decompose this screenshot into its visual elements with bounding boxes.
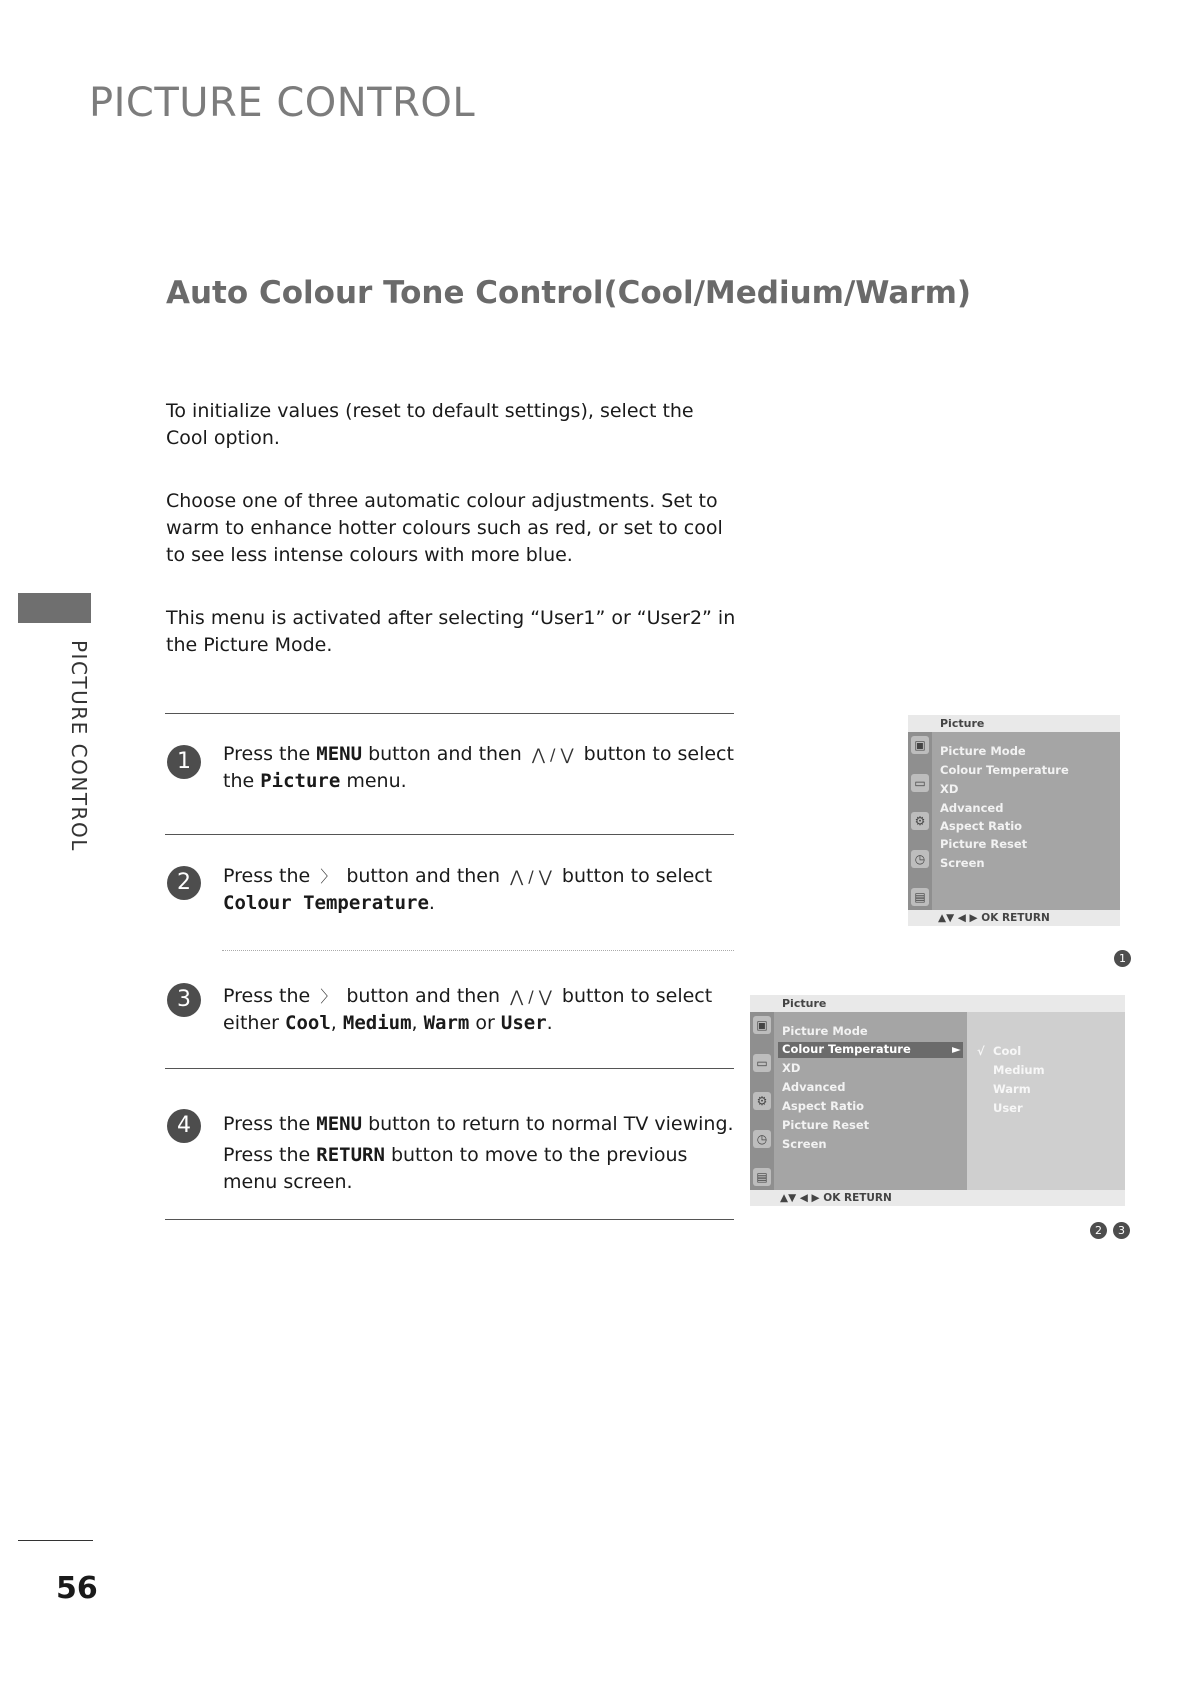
osd-item[interactable]: Advanced [940,801,1004,815]
osd-item[interactable]: Picture Mode [940,744,1026,758]
menu-key: MENU [316,1113,363,1135]
osd-item-selected[interactable]: Colour Temperature [782,1042,911,1056]
up-down-arrows-icon: ⋀ / ⋁ [510,987,552,1006]
osd-item[interactable]: Screen [782,1137,827,1151]
return-key: RETURN [316,1144,385,1166]
osd-item[interactable]: Advanced [782,1080,846,1094]
step-number-4: 4 [167,1109,201,1143]
divider [165,713,734,714]
up-down-arrows-icon: ⋀ / ⋁ [531,745,574,764]
section-title: PICTURE CONTROL [89,80,476,126]
osd-item[interactable]: Aspect Ratio [782,1099,865,1113]
osd-footer: ▲▼ ◀ ▶ OK RETURN [750,1190,1125,1206]
osd-footer: ▲▼ ◀ ▶ OK RETURN [908,910,1120,926]
page-number-rule [18,1540,93,1541]
step-number-1: 1 [167,745,201,779]
osd-icon-column [750,1012,774,1190]
lock-icon: ▤ [911,888,929,906]
picture-icon: ▣ [911,736,929,754]
dotted-divider [222,950,734,951]
gear-icon: ⚙ [911,812,929,830]
right-arrow-icon: 〉 [320,867,337,886]
menu-key: MENU [316,743,363,765]
osd-picture-menu [908,715,1120,926]
osd-colour-temperature-menu [750,995,1125,1206]
osd-icon-column [908,732,932,910]
page-subtitle: Auto Colour Tone Control(Cool/Medium/Warm) [166,275,972,311]
submenu-option[interactable]: Warm [993,1082,1031,1096]
osd-submenu [967,1012,1125,1190]
intro-paragraph-3: This menu is activated after selecting “User1” or “User2” in the Picture Mode. [166,607,736,656]
submenu-option[interactable]: User [993,1101,1023,1115]
callout-badge-3: 3 [1113,1222,1130,1239]
callout-badge-1: 1 [1114,950,1131,967]
up-down-arrows-icon: ⋀ / ⋁ [510,867,552,886]
osd-item[interactable]: XD [782,1061,801,1075]
intro-paragraph-1: To initialize values (reset to default settings), select the Cool option. [166,400,694,449]
callout-badge-2: 2 [1090,1222,1107,1239]
step-1-text: Press the MENU button and then ⋀ / ⋁ button to select the Picture menu. [223,743,734,792]
clock-icon: ◷ [911,850,929,868]
screen-icon: ▭ [753,1054,771,1072]
check-icon: √ [977,1044,985,1058]
submenu-option[interactable]: Medium [993,1063,1045,1077]
intro-paragraph-2: Choose one of three automatic colour adjustments. Set to warm to enhance hotter colours such as red, or set to cool to see less intense colours with more blue. [166,490,723,566]
osd-title: Picture [908,715,1120,732]
picture-menu-label: Picture [260,770,341,792]
divider [165,1068,734,1069]
osd-item[interactable]: Colour Temperature [940,763,1069,777]
option-cool: Cool [285,1012,331,1034]
option-medium: Medium [342,1012,412,1034]
osd-item[interactable]: XD [940,782,959,796]
step-number-2: 2 [167,866,201,900]
clock-icon: ◷ [753,1130,771,1148]
gear-icon: ⚙ [753,1092,771,1110]
lock-icon: ▤ [753,1168,771,1186]
osd-title: Picture [750,995,1125,1012]
option-user: User [500,1012,547,1034]
divider [165,1219,734,1220]
side-tab-marker [18,593,91,623]
divider [165,834,734,835]
osd-item[interactable]: Screen [940,856,985,870]
right-arrow-icon: 〉 [320,987,337,1006]
picture-icon: ▣ [753,1016,771,1034]
step-3-text: Press the 〉 button and then ⋀ / ⋁ button to select either Cool, Medium, Warm or User. [223,985,713,1034]
osd-item[interactable]: Picture Reset [940,837,1028,851]
step-number-3: 3 [167,983,201,1017]
page-number: 56 [56,1571,98,1606]
osd-item[interactable]: Picture Mode [782,1024,868,1038]
submenu-option[interactable]: Cool [993,1044,1022,1058]
osd-item[interactable]: Picture Reset [782,1118,870,1132]
screen-icon: ▭ [911,774,929,792]
osd-item[interactable]: Aspect Ratio [940,819,1023,833]
submenu-arrow-icon: ► [952,1042,961,1056]
colour-temperature-label: Colour Temperature [223,892,429,914]
option-warm: Warm [423,1012,470,1034]
step-2-text: Press the 〉 button and then ⋀ / ⋁ button to select Colour Temperature. [223,865,713,914]
side-label: PICTURE CONTROL [67,640,91,852]
step-4-text: Press the MENU button to return to normal TV viewing. Press the RETURN button to move to the previous menu screen. [223,1113,734,1193]
